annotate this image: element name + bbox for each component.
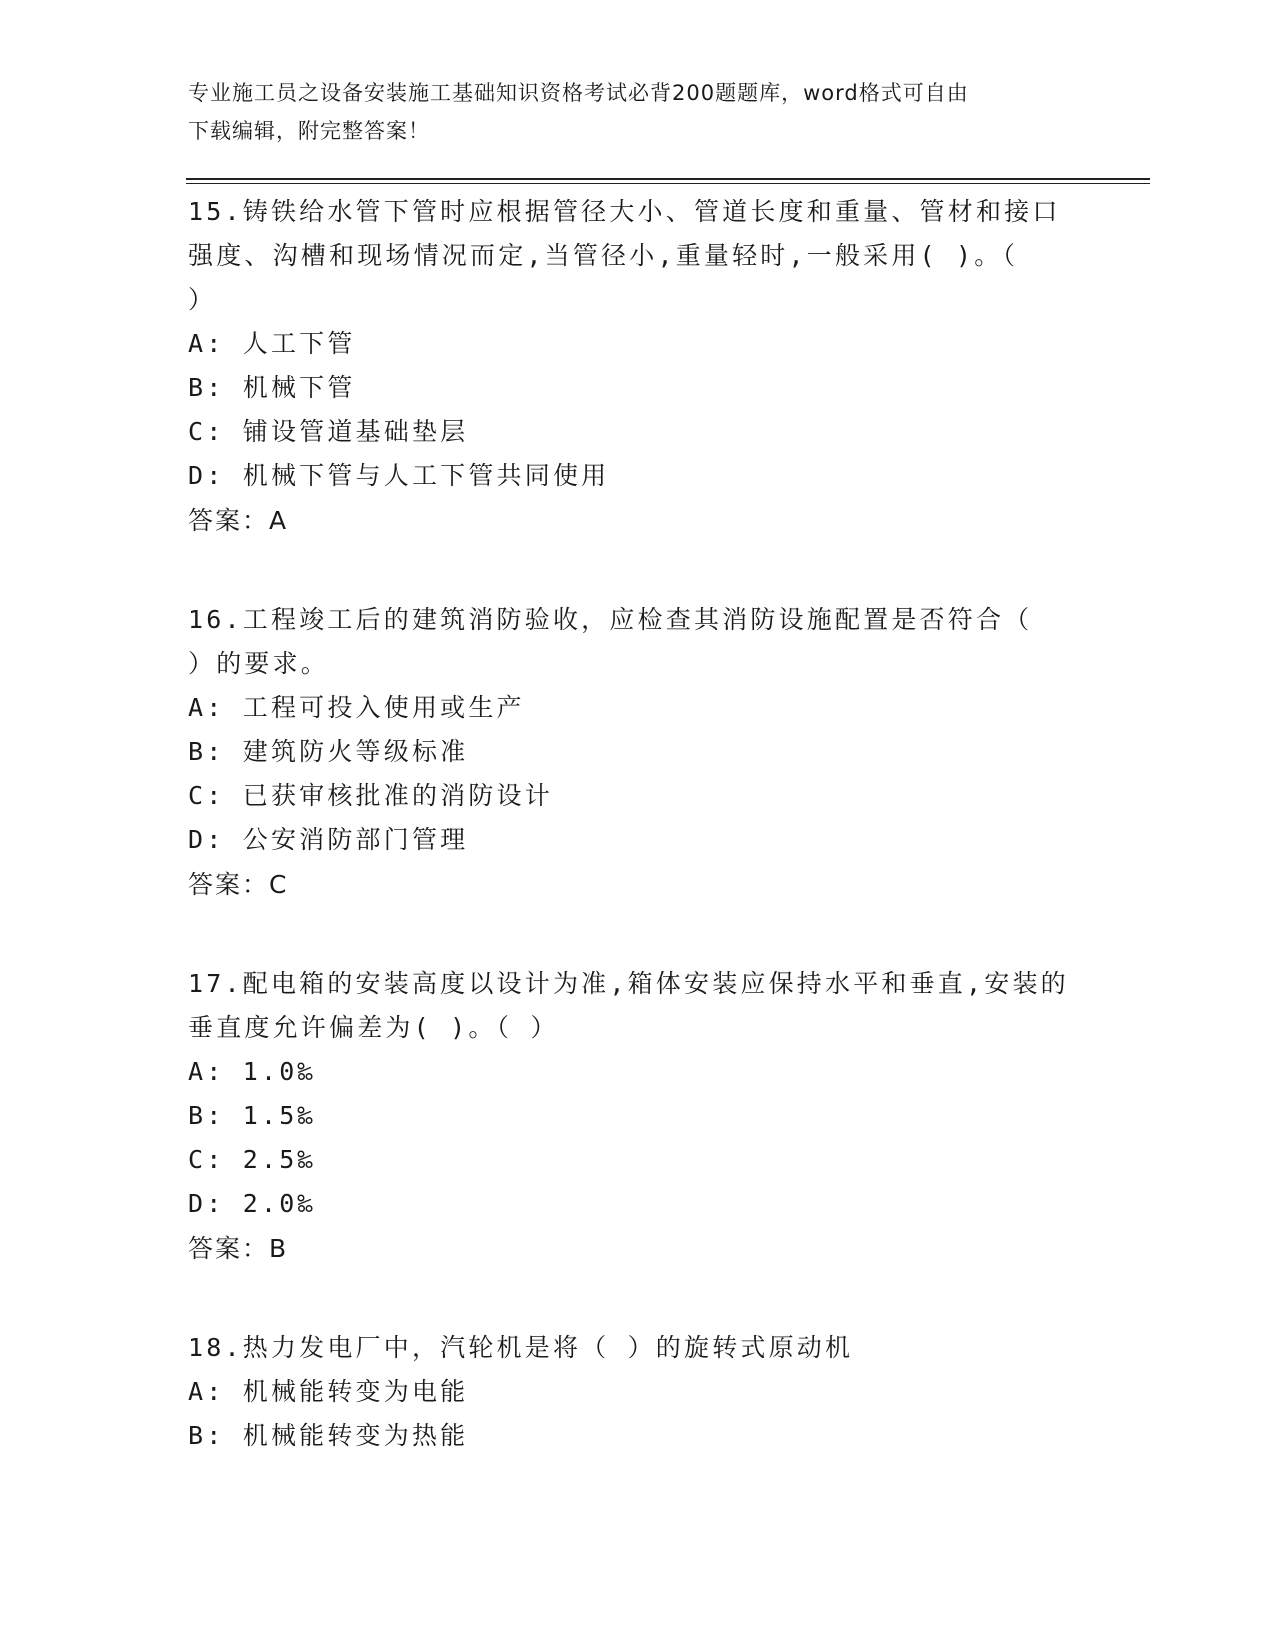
header-line-2: 下载编辑，附完整答案！ <box>188 119 430 143</box>
question-stem-line: 16.工程竣工后的建筑消防验收，应检查其消防设施配置是否符合（ <box>188 605 1033 634</box>
option-d: D: 机械下管与人工下管共同使用 <box>188 461 610 490</box>
option-a: A: 人工下管 <box>188 329 356 358</box>
question-stem-line: 15.铸铁给水管下管时应根据管径大小、管道长度和重量、管材和接口 <box>188 197 1061 226</box>
option-d: D: 公安消防部门管理 <box>188 825 469 854</box>
answer-line: 答案：B <box>188 1234 289 1263</box>
option-c: C: 2.5‰ <box>188 1145 316 1174</box>
question-18 <box>188 1326 1088 1458</box>
question-16 <box>188 598 1088 908</box>
question-15 <box>188 190 1088 544</box>
option-a: A: 工程可投入使用或生产 <box>188 693 525 722</box>
option-b: B: 建筑防火等级标准 <box>188 737 469 766</box>
answer-line: 答案：C <box>188 870 289 899</box>
option-b: B: 机械能转变为热能 <box>188 1421 469 1450</box>
question-stem-line: 垂直度允许偏差为( )。（ ） <box>188 1013 559 1042</box>
header-divider-thick <box>186 178 1150 180</box>
question-17 <box>188 962 1088 1272</box>
question-stem-line: 17.配电箱的安装高度以设计为准,箱体安装应保持水平和垂直,安装的 <box>188 969 1069 998</box>
answer-line: 答案：A <box>188 506 289 535</box>
question-stem-line: 18.热力发电厂中，汽轮机是将（ ）的旋转式原动机 <box>188 1333 854 1362</box>
option-c: C: 铺设管道基础垫层 <box>188 417 469 446</box>
option-c: C: 已获审核批准的消防设计 <box>188 781 553 810</box>
option-d: D: 2.0‰ <box>188 1189 316 1218</box>
question-stem-line: ）的要求。 <box>188 649 330 678</box>
document-header <box>188 74 1068 150</box>
option-b: B: 机械下管 <box>188 373 356 402</box>
header-divider-thin <box>186 183 1150 184</box>
question-stem-line: 强度、沟槽和现场情况而定,当管径小,重量轻时,一般采用( )。（ <box>188 241 1019 270</box>
option-b: B: 1.5‰ <box>188 1101 316 1130</box>
option-a: A: 机械能转变为电能 <box>188 1377 469 1406</box>
option-a: A: 1.0‰ <box>188 1057 316 1086</box>
question-stem-line: ） <box>188 285 217 314</box>
header-line-1: 专业施工员之设备安装施工基础知识资格考试必背200题题库，word格式可自由 <box>188 81 969 105</box>
